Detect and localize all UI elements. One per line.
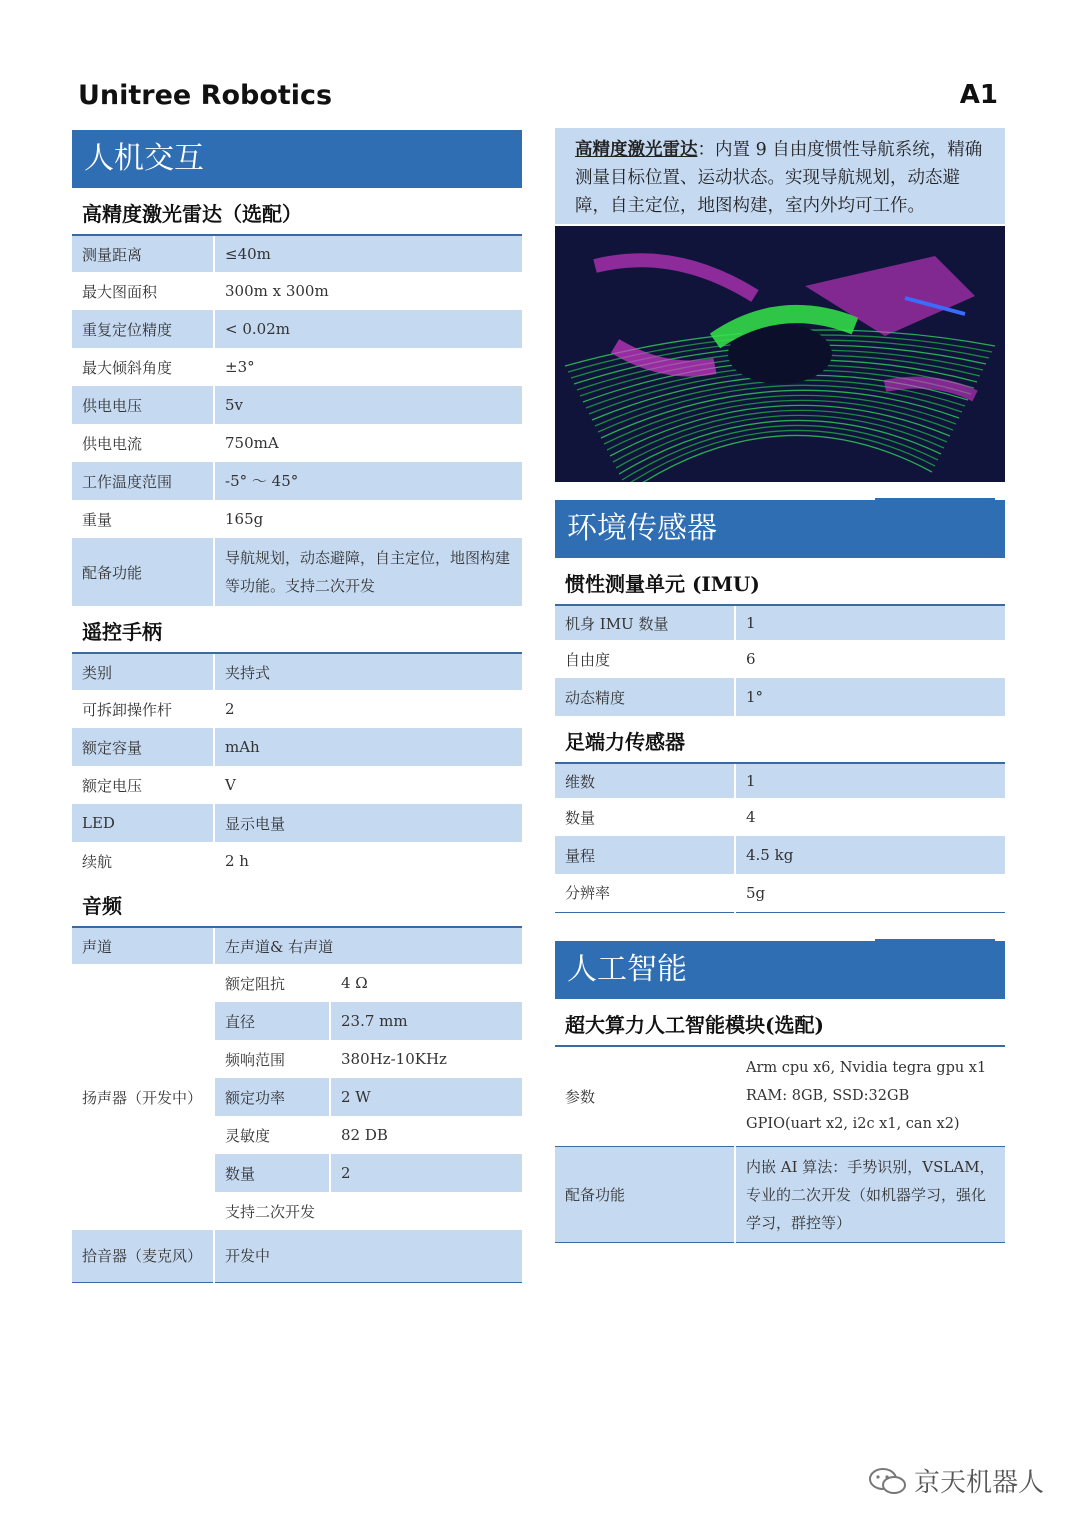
- row-value: 300m x 300m: [225, 282, 329, 300]
- table-row: [555, 874, 1005, 912]
- row-value: 1: [735, 764, 1005, 798]
- lidar-description-text: 内置 9 自由度惯性导航系统，精确测量目标位置、运动状态。实现导航规划，动态避障，自主定位，地图构建，室内外均可工作。: [575, 140, 983, 216]
- lidar-point-cloud-image: [555, 226, 1005, 482]
- table-row: [555, 1147, 1005, 1243]
- row-value: mAh: [214, 728, 522, 766]
- speaker-param-value: 380Hz-10KHz: [341, 1050, 447, 1068]
- banner-ai-label: 人工智能: [567, 951, 687, 987]
- speaker-param-label: 额定阻抗: [214, 964, 330, 1002]
- right-column: [555, 128, 1005, 1243]
- row-value: 夹持式: [214, 654, 522, 690]
- row-label: 类别: [72, 654, 214, 690]
- watermark-text: 京天机器人: [913, 1468, 1044, 1498]
- ai-param-line: RAM: 8GB, SSD:32GB: [746, 1088, 910, 1105]
- banner-env-sensors: [555, 500, 1005, 558]
- lidar-section-title: 高精度激光雷达（选配）: [72, 188, 522, 236]
- imu-section-title: 惯性测量单元 (IMU): [555, 558, 1005, 606]
- row-value: ±3°: [225, 358, 255, 376]
- row-value: 1°: [735, 678, 1005, 716]
- table-row: [72, 654, 522, 690]
- table-row: [72, 500, 522, 538]
- row-label: 动态精度: [555, 678, 735, 716]
- remote-spec-table: [72, 654, 522, 880]
- speaker-label: 扬声器（开发中）: [72, 964, 214, 1230]
- table-row: [72, 766, 522, 804]
- speaker-param-label: 数量: [214, 1154, 330, 1192]
- row-label: 配备功能: [72, 538, 214, 606]
- row-label: 数量: [555, 798, 735, 836]
- row-value: 显示电量: [214, 804, 522, 842]
- row-value: 5v: [214, 386, 522, 424]
- table-row: [555, 836, 1005, 874]
- speaker-param-label: 灵敏度: [214, 1116, 330, 1154]
- table-row: [72, 804, 522, 842]
- table-row: [555, 764, 1005, 798]
- row-value: < 0.02m: [214, 310, 522, 348]
- row-label: 最大图面积: [72, 272, 214, 310]
- table-row: [72, 236, 522, 272]
- table-row: [72, 424, 522, 462]
- table-row: [72, 1230, 522, 1282]
- ai-section-title: 超大算力人工智能模块(选配): [555, 999, 1005, 1047]
- row-label: 重量: [72, 500, 214, 538]
- watermark: [868, 1462, 1044, 1499]
- mic-value: 开发中: [214, 1230, 522, 1282]
- ai-spec-table: [555, 1047, 1005, 1244]
- row-value: ≤40m: [214, 236, 522, 272]
- row-value: 1: [735, 606, 1005, 640]
- row-value: 165g: [225, 510, 264, 528]
- table-row: [72, 842, 522, 880]
- banner-hci: 人机交互: [72, 130, 522, 188]
- row-label: 续航: [72, 842, 214, 880]
- model-label: A1: [959, 80, 998, 110]
- table-row: [72, 386, 522, 424]
- foot-spec-table: [555, 764, 1005, 913]
- row-label: 自由度: [555, 640, 735, 678]
- row-label: 额定电压: [72, 766, 214, 804]
- banner-accent: [875, 939, 995, 942]
- table-row: [72, 964, 522, 1002]
- row-value: V: [225, 776, 236, 794]
- row-value: 5g: [735, 874, 1005, 912]
- row-label: 重复定位精度: [72, 310, 214, 348]
- row-label: 最大倾斜角度: [72, 348, 214, 386]
- row-value: 6: [746, 650, 756, 668]
- row-label: 供电电流: [72, 424, 214, 462]
- ai-param-line: GPIO(uart x2, i2c x1, can x2): [746, 1116, 960, 1133]
- ai-param-line: Arm cpu x6, Nvidia tegra gpu x1: [746, 1060, 987, 1077]
- speaker-param-value: 2: [330, 1154, 522, 1192]
- remote-section-title: 遥控手柄: [72, 606, 522, 654]
- speaker-param-value: 2 W: [330, 1078, 522, 1116]
- ai-param-values: [735, 1047, 1005, 1147]
- ai-param-label: 参数: [555, 1047, 735, 1147]
- ai-func-value: 内嵌 AI 算法：手势识别，VSLAM，专业的二次开发（如机器学习，强化学习，群控等）: [735, 1147, 1005, 1243]
- ai-func-label: 配备功能: [555, 1147, 735, 1243]
- row-value: 导航规划，动态避障，自主定位，地图构建等功能。支持二次开发: [214, 538, 522, 606]
- row-label: 量程: [555, 836, 735, 874]
- channel-label: 声道: [72, 928, 214, 964]
- row-value: 2: [225, 700, 235, 718]
- row-label: LED: [72, 804, 214, 842]
- row-label: 分辨率: [555, 874, 735, 912]
- brand-title: Unitree Robotics: [78, 80, 333, 111]
- row-label: 工作温度范围: [72, 462, 214, 500]
- row-value: -5° ～ 45°: [214, 462, 522, 500]
- banner-env-label: 环境传感器: [567, 511, 717, 546]
- table-row: [72, 462, 522, 500]
- left-column: [72, 130, 522, 1283]
- speaker-param-label: 直径: [214, 1002, 330, 1040]
- speaker-param-value: 82 DB: [341, 1126, 388, 1144]
- speaker-param-label: 额定功率: [214, 1078, 330, 1116]
- row-label: 供电电压: [72, 386, 214, 424]
- page-header: [78, 80, 998, 120]
- mic-label: 拾音器（麦克风）: [72, 1230, 214, 1282]
- row-label: 维数: [555, 764, 735, 798]
- table-row: [555, 1047, 1005, 1147]
- row-value: 2 h: [225, 852, 249, 870]
- speaker-note: 支持二次开发: [225, 1202, 316, 1221]
- row-value: 4: [746, 808, 756, 826]
- table-row: [555, 678, 1005, 716]
- speaker-param-label: 频响范围: [214, 1040, 330, 1078]
- table-row: [72, 348, 522, 386]
- table-row: [72, 310, 522, 348]
- table-row: [72, 728, 522, 766]
- imu-spec-table: [555, 606, 1005, 716]
- row-value: 4.5 kg: [735, 836, 1005, 874]
- lidar-description-title: 高精度激光雷达: [575, 140, 698, 160]
- row-value: 750mA: [225, 434, 279, 452]
- audio-section-title: 音频: [72, 880, 522, 928]
- table-row: [72, 538, 522, 606]
- lidar-description: [555, 128, 1005, 224]
- table-row: [72, 272, 522, 310]
- speaker-param-value: 23.7 mm: [330, 1002, 522, 1040]
- table-row: [555, 798, 1005, 836]
- row-label: 额定容量: [72, 728, 214, 766]
- table-row: [555, 640, 1005, 678]
- banner-accent: [875, 498, 995, 501]
- audio-spec-table: [72, 928, 522, 1283]
- banner-ai: [555, 941, 1005, 999]
- speaker-param-value: 4 Ω: [341, 974, 368, 992]
- row-label: 可拆卸操作杆: [72, 690, 214, 728]
- lidar-description-colon: ：: [697, 140, 715, 160]
- foot-section-title: 足端力传感器: [555, 716, 1005, 764]
- lidar-spec-table: [72, 236, 522, 606]
- table-row: [72, 690, 522, 728]
- table-row: [555, 606, 1005, 640]
- channel-value: 左声道& 右声道: [214, 928, 522, 964]
- row-label: 测量距离: [72, 236, 214, 272]
- table-row: [72, 928, 522, 964]
- wechat-icon: [868, 1466, 908, 1496]
- row-label: 机身 IMU 数量: [555, 606, 735, 640]
